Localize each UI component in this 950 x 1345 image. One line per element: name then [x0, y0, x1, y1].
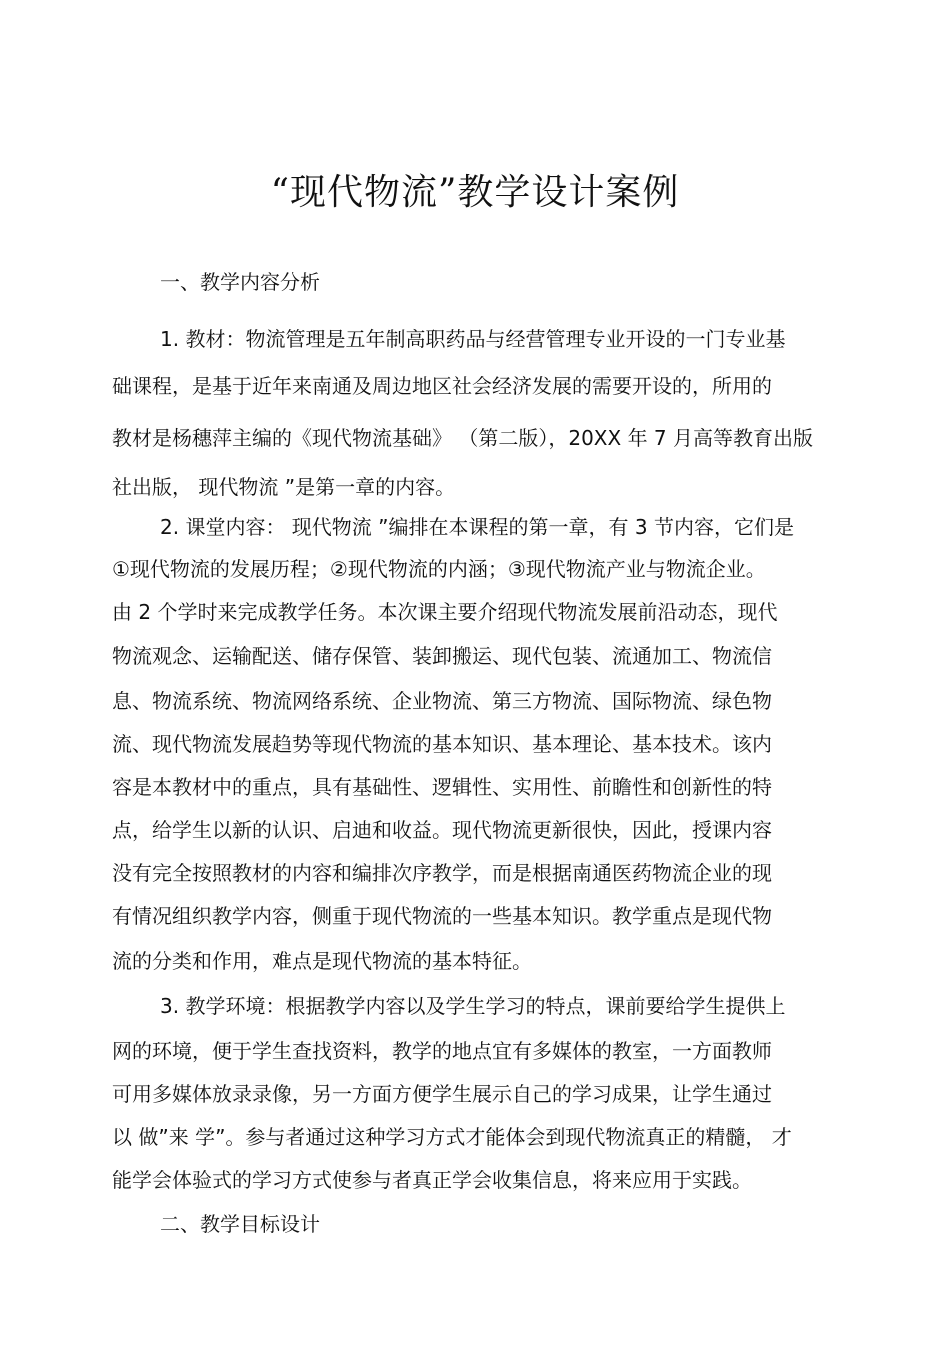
- paragraph-line: 由 2 个学时来完成教学任务。本次课主要介绍现代物流发展前沿动态，现代: [112, 600, 778, 624]
- document-title: “现代物流”教学设计案例: [270, 172, 680, 213]
- paragraph-line: 流的分类和作用，难点是现代物流的基本特征。: [112, 949, 532, 973]
- paragraph-line: 点，给学生以新的认识、启迪和收益。现代物流更新很快，因此，授课内容: [112, 818, 772, 842]
- section-heading-2: 二、教学目标设计: [160, 1212, 320, 1236]
- paragraph-line: 能学会体验式的学习方式使参与者真正学会收集信息，将来应用于实践。: [112, 1168, 752, 1192]
- paragraph-line: 有情况组织教学内容，侧重于现代物流的一些基本知识。教学重点是现代物: [112, 904, 772, 928]
- paragraph-line: 以 做”来 学”。参与者通过这种学习方式才能体会到现代物流真正的精髓， 才: [112, 1125, 792, 1149]
- paragraph-line: 教材是杨穗萍主编的《现代物流基础》 （第二版），20XX 年 7 月高等教育出版: [112, 426, 814, 450]
- paragraph-line: 息、物流系统、物流网络系统、企业物流、第三方物流、国际物流、绿色物: [112, 689, 772, 713]
- paragraph-line: 础课程，是基于近年来南通及周边地区社会经济发展的需要开设的，所用的: [112, 374, 772, 398]
- paragraph-line: 容是本教材中的重点，具有基础性、逻辑性、实用性、前瞻性和创新性的特: [112, 775, 772, 799]
- paragraph-line: 社出版， 现代物流 ”是第一章的内容。: [112, 475, 456, 499]
- paragraph-line: 2. 课堂内容： 现代物流 ”编排在本课程的第一章，有 3 节内容，它们是: [160, 515, 794, 539]
- paragraph-line: 网的环境，便于学生查找资料，教学的地点宜有多媒体的教室，一方面教师: [112, 1039, 772, 1063]
- paragraph-line: ①现代物流的发展历程；②现代物流的内涵；③现代物流产业与物流企业。: [112, 557, 766, 581]
- paragraph-line: 3. 教学环境：根据教学内容以及学生学习的特点，课前要给学生提供上: [160, 994, 786, 1018]
- paragraph-line: 可用多媒体放录录像，另一方面方便学生展示自己的学习成果，让学生通过: [112, 1082, 772, 1106]
- paragraph-line: 物流观念、运输配送、储存保管、装卸搬运、现代包装、流通加工、物流信: [112, 644, 772, 668]
- section-heading-1: 一、教学内容分析: [160, 270, 320, 294]
- paragraph-line: 没有完全按照教材的内容和编排次序教学，而是根据南通医药物流企业的现: [112, 861, 772, 885]
- paragraph-line: 1. 教材：物流管理是五年制高职药品与经营管理专业开设的一门专业基: [160, 327, 786, 351]
- paragraph-line: 流、现代物流发展趋势等现代物流的基本知识、基本理论、基本技术。该内: [112, 732, 772, 756]
